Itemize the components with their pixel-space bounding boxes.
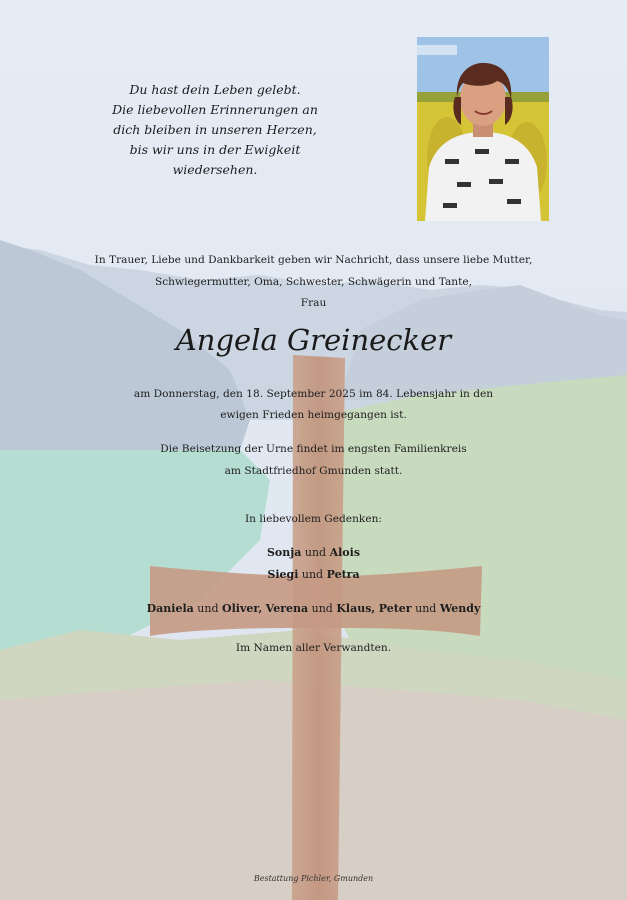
poem-line: bis wir uns in der Ewigkeit (129, 142, 301, 157)
conjunction: und (415, 602, 437, 615)
conjunction: und (311, 602, 333, 615)
death-line: ewigen Frieden heimgegangen ist. (220, 409, 407, 421)
deceased-name: Angela Greinecker (175, 323, 452, 357)
announcement-line: In Trauer, Liebe und Dankbarkeit geben wir Nachricht, dass unsere liebe Mutter, (94, 254, 533, 266)
mourner-name: Klaus (336, 602, 372, 615)
mourners-row (0, 542, 627, 564)
mourners-row (0, 598, 627, 620)
mourner-name: Petra (326, 568, 360, 581)
funeral-line: am Stadtfriedhof Gmunden statt. (224, 465, 403, 477)
mourner-name: Oliver (222, 602, 259, 615)
conjunction: und (197, 602, 219, 615)
funeral-home-credit: Bestattung Pichler, Gmunden (253, 874, 374, 883)
conjunction: und (301, 568, 324, 581)
mourner-name: Wendy (439, 602, 481, 615)
announcement-line: Schwiegermutter, Oma, Schwester, Schwägerin und Tante, (154, 276, 473, 288)
poem-line: Die liebevollen Erinnerungen an (112, 102, 318, 117)
separator: , (371, 602, 376, 615)
memory-line: In liebevollem Gedenken: (245, 513, 382, 525)
conjunction: und (304, 546, 327, 559)
poem-line: wiedersehen. (172, 162, 258, 177)
mourner-name: Alois (329, 546, 361, 559)
mourner-name: Peter (378, 602, 412, 615)
poem-line: dich bleiben in unseren Herzen, (113, 122, 317, 137)
funeral-line: Die Beisetzung der Urne findet im engsten Familienkreis (160, 443, 467, 455)
mourner-name: Sonja (266, 546, 302, 559)
poem-line: Du hast dein Leben gelebt. (129, 82, 301, 97)
death-line: am Donnerstag, den 18. September 2025 im 84. Lebensjahr in den (133, 388, 494, 400)
mourner-name: Verena (265, 602, 309, 615)
announcement-title: Frau (300, 297, 327, 309)
mourner-name: Daniela (146, 602, 194, 615)
separator: , (258, 602, 263, 615)
portrait-photo (417, 37, 549, 221)
memorial-poem (85, 80, 345, 180)
mourner-name: Siegi (267, 568, 299, 581)
mourners-row (0, 564, 627, 586)
relatives-line: Im Namen aller Verwandten. (235, 642, 392, 654)
